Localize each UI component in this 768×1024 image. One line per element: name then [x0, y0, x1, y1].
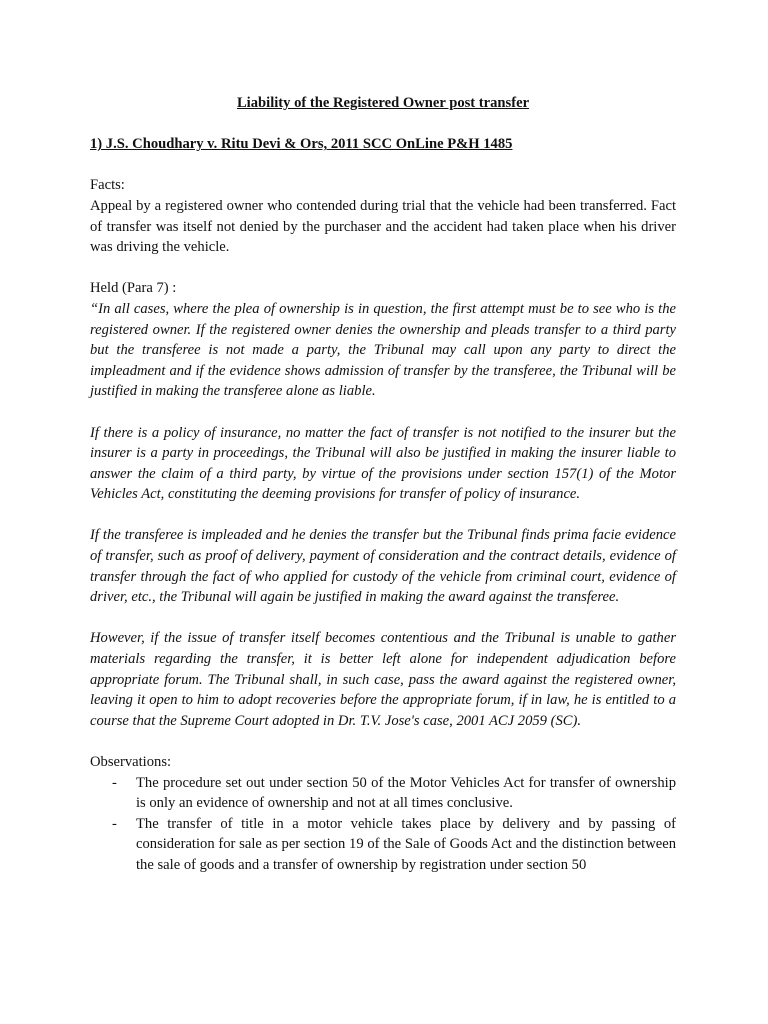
observation-item: [90, 773, 676, 814]
bullet-dash: -: [112, 815, 117, 832]
observations-label: Observations:: [90, 754, 172, 770]
held-paragraph: If the transferee is impleaded and he denies the transfer but the Tribunal finds prima facie evidence of transfer, such as proof of delivery, payment of consideration and the contract details, evidence of transfer through the fact of who applied for custody of the vehicle from criminal court, evidence of driver, etc., the Tribunal will again be justified in making the award against the transferee.: [90, 527, 676, 606]
document-body: [90, 93, 676, 876]
observation-text: The procedure set out under section 50 of the Motor Vehicles Act for transfer of ownership is only an evidence of ownership and not at all times conclusive.: [136, 774, 676, 812]
observation-text: The transfer of title in a motor vehicle takes place by delivery and by passing of consideration for sale as per section 19 of the Sale of Goods Act and the distinction between the sale of goods and a transfer of ownership by registration under section 50: [136, 815, 676, 873]
facts-label: Facts:: [90, 177, 125, 194]
held-paragraph: If there is a policy of insurance, no matter the fact of transfer is not notified to the insurer but the insurer is a party in proceedings, the Tribunal will also be justified in making the insurer liable to answer the claim of a third party, by virtue of the provisions under section 157(1) of the Motor Vehicles Act, constituting the deeming provisions for transfer of policy of insurance.: [90, 424, 676, 503]
bullet-dash: -: [112, 774, 117, 791]
held-label: Held (Para 7) :: [90, 280, 177, 297]
held-paragraph: “In all cases, where the plea of ownership is in question, the first attempt must be to see who is the registered owner. If the registered owner denies the ownership and pleads transfer to a third party but the transferee is not made a party, the Tribunal may call upon any party to direct the impleadment and if the evidence shows admission of transfer by the transferee, the Tribunal will be justified in making the transferee alone as liable.: [90, 300, 676, 400]
observation-item: [90, 814, 676, 876]
facts-text: Appeal by a registered owner who contended during trial that the vehicle had been transferred. Fact of transfer was itself not denied by the purchaser and the accident had taken place when his driver was driving the vehicle.: [90, 197, 676, 256]
observations-list: [90, 773, 676, 876]
held-paragraph: However, if the issue of transfer itself becomes contentious and the Tribunal is unable to gather materials regarding the transfer, it is better left alone for independent adjudication before appropriate forum. The Tribunal shall, in such case, pass the award against the registered owner, leaving it open to him to adopt recoveries before the appropriate forum, if in law, he is entitled to a course that the Supreme Court adopted in Dr. T.V. Jose's case, 2001 ACJ 2059 (SC).: [90, 630, 676, 729]
case-heading: 1) J.S. Choudhary v. Ritu Devi & Ors, 2011 SCC OnLine P&H 1485: [90, 136, 513, 153]
document-title: Liability of the Registered Owner post transfer: [236, 95, 530, 111]
